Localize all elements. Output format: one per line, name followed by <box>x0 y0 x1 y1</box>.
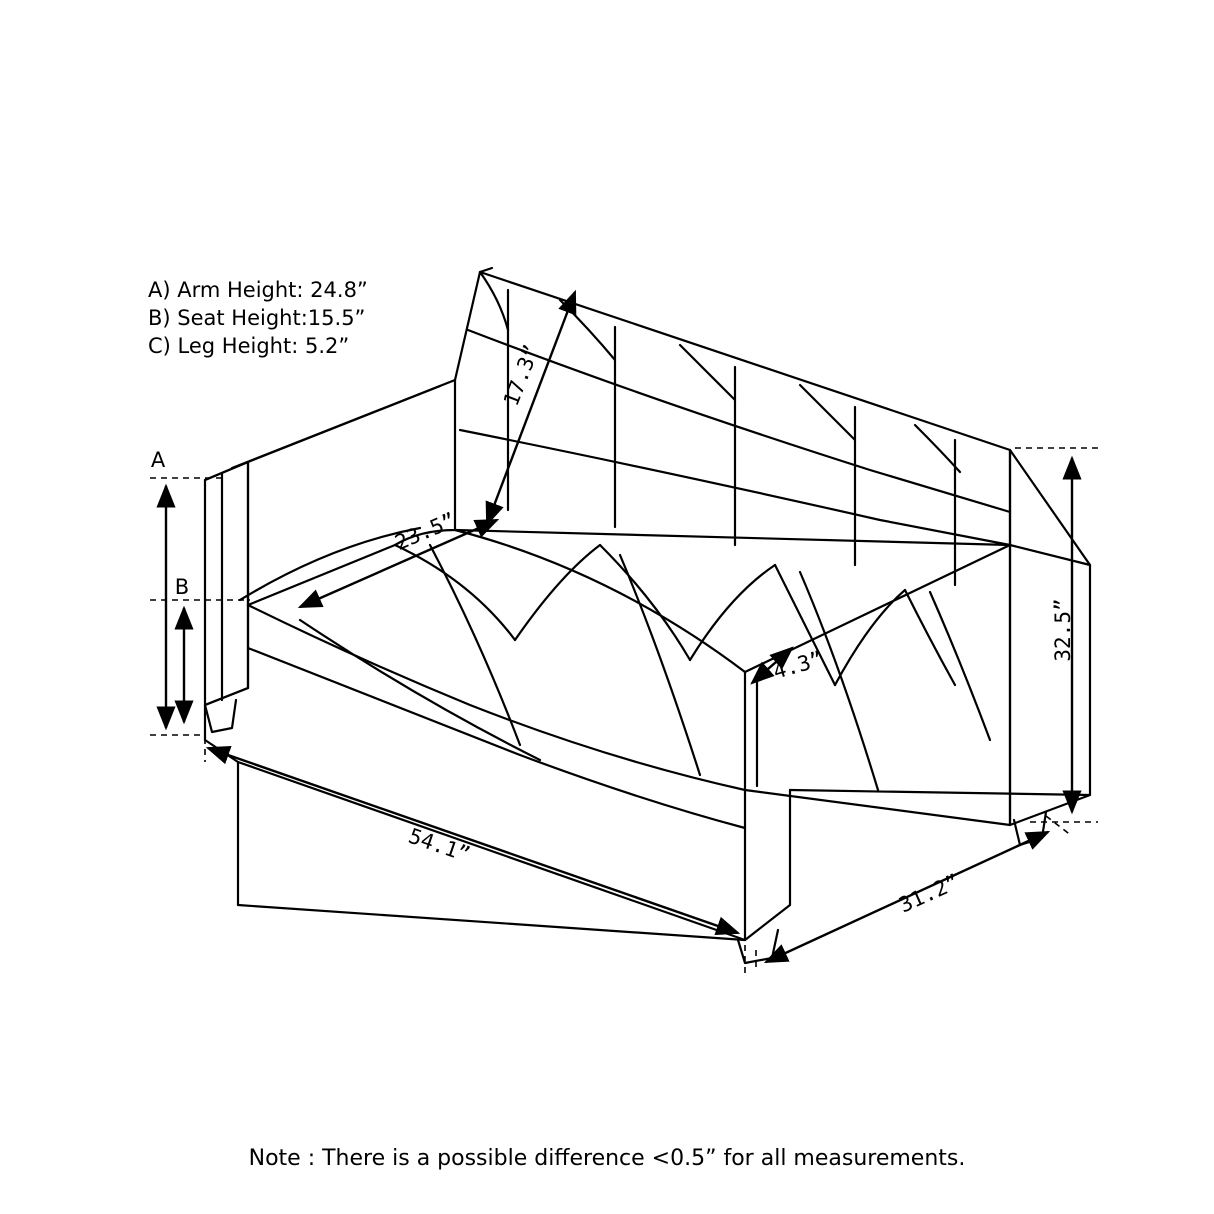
dimension-backrest-height-label: 17.3” <box>498 341 544 410</box>
dimension-arm-width-label: 4.3” <box>770 646 826 684</box>
legend-item-seat-height: B) Seat Height:15.5” <box>148 306 366 330</box>
legend-list <box>148 276 368 360</box>
dimension-overall-depth-label: 31.2” <box>895 869 963 918</box>
dimension-lines <box>150 292 1098 975</box>
dimension-seat-depth-label: 23.5” <box>391 508 460 555</box>
measurement-note: Note : There is a possible difference <0.5” for all measurements. <box>248 1146 966 1171</box>
marker-b-label: B <box>174 575 190 599</box>
dimension-overall-height-label: 32.5” <box>1051 598 1075 662</box>
legend-item-arm-height: A) Arm Height: 24.8” <box>148 278 368 302</box>
dimension-overall-width-label: 54.1” <box>405 823 474 868</box>
marker-a-label: A <box>150 448 166 472</box>
legend-item-leg-height: C) Leg Height: 5.2” <box>148 334 350 358</box>
sofa-outline <box>205 268 1090 963</box>
